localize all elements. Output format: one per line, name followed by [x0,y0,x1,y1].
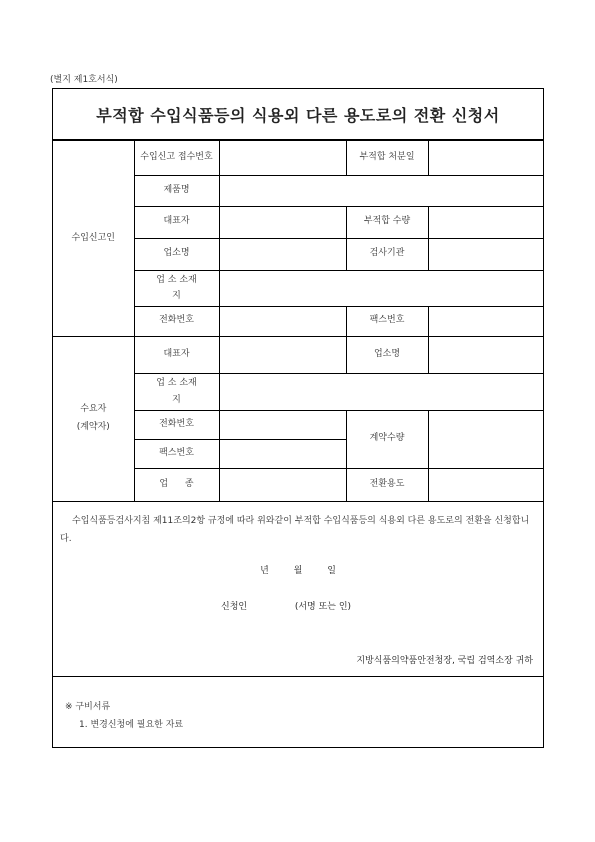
inspection-agency-field[interactable] [428,238,544,270]
importer-representative-field[interactable] [219,206,346,238]
importer-address-label: 업 소 소재지 [134,270,219,306]
importer-address-field[interactable] [219,270,544,306]
conversion-use-label: 전환용도 [346,468,428,501]
statement-section [53,494,544,677]
importer-phone-field[interactable] [219,306,346,336]
buyer-representative-label: 대표자 [134,336,219,373]
importer-section-label: 수입신고인 [53,141,134,336]
importer-phone-label: 전화번호 [134,306,219,336]
buyer-address-label: 업 소 소재지 [134,373,219,410]
statement-text: 수입식품등검사지침 제11조의2항 규정에 따라 위와같이 부적합 수입식품등의 식용외 다른 용도로의 전환을 신청합니다. [60,516,530,544]
day-label: 일 [327,566,336,576]
buyer-company-field[interactable] [428,336,544,373]
buyer-representative-field[interactable] [219,336,346,373]
contract-qty-field[interactable] [428,410,544,468]
importer-company-label: 업소명 [134,238,219,270]
product-name-label: 제품명 [134,175,219,206]
buyer-section-label: 수요자 (계약자) [53,336,134,501]
contract-qty-label: 계약수량 [346,410,428,468]
month-label: 월 [293,566,303,576]
required-document-item: 1. 변경신청에 필요한 자료 [79,720,184,730]
nonconform-date-field[interactable] [428,141,544,175]
product-name-field[interactable] [219,175,544,206]
form-title: 부적합 수입식품등의 식용외 다른 용도로의 전환 신청서 [53,89,543,141]
application-form [52,88,544,748]
receipt-number-label: 수입신고 접수번호 [134,141,219,175]
buyer-address-field[interactable] [219,373,544,410]
buyer-phone-field[interactable] [219,410,346,439]
year-label: 년 [260,566,269,576]
applicant-label: 신청인 [221,602,248,612]
applicant-info-table [53,141,544,502]
signature-label: (서명 또는 인) [294,602,352,612]
business-type-label: 업 종 [134,468,219,501]
importer-company-field[interactable] [219,238,346,270]
inspection-agency-label: 검사기관 [346,238,428,270]
applicant-line [221,599,351,612]
nonconform-qty-label: 부적합 수량 [346,206,428,238]
date-line [53,563,543,576]
buyer-fax-field[interactable] [219,439,346,468]
importer-representative-label: 대표자 [134,206,219,238]
receipt-number-field[interactable] [219,141,346,175]
nonconform-date-label: 부적합 처분일 [346,141,428,175]
buyer-company-label: 업소명 [346,336,428,373]
importer-fax-field[interactable] [428,306,544,336]
required-documents-title: ※ 구비서류 [65,702,111,712]
buyer-fax-label: 팩스번호 [134,439,219,468]
importer-fax-label: 팩스번호 [346,306,428,336]
addressee: 지방식품의약품안전청장, 국립 검역소장 귀하 [356,656,533,666]
nonconform-qty-field[interactable] [428,206,544,238]
buyer-phone-label: 전화번호 [134,410,219,439]
form-number-label: (별지 제1호서식) [50,75,118,85]
